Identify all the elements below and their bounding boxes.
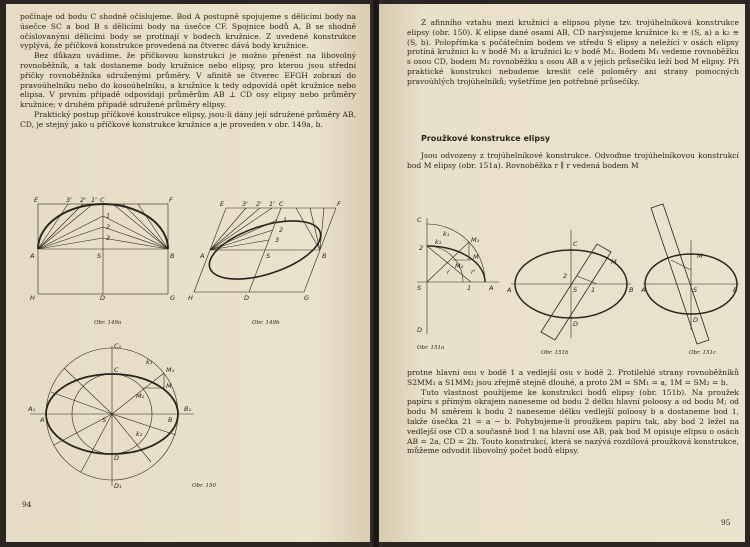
f149a-label-G: G	[170, 294, 176, 301]
right-text-top	[407, 18, 739, 87]
f149b-label-C: C	[279, 200, 284, 208]
right-page	[379, 4, 745, 542]
page-number-right: 95	[721, 518, 731, 527]
caption-149a: Obr. 149a	[94, 320, 122, 326]
f151b-label-C: C	[573, 240, 578, 248]
right-para-3: protne hlavní osu v bodě 1 a vedlejší osu v bodě 2. Protilehlé strany rovnoběžníků S2MM₁ a S1MM₂ jsou zřejmě stejně dlouhé, a proto 2M = SM₁ = a, 1M = SM₂ = b.	[407, 368, 739, 387]
f151a-label-r: r	[447, 268, 450, 276]
figure-149a	[28, 196, 178, 301]
section-heading: Proužkové konstrukce elipsy	[421, 134, 551, 143]
f149a-label-E: E	[34, 196, 39, 204]
f149b-label-2: 2	[279, 226, 284, 234]
f151a-label-M2: M₂	[455, 262, 464, 270]
f150-label-M2: M₂	[136, 392, 145, 400]
caption-151c: Obr. 151c	[689, 350, 717, 356]
f149b-label-2p: 2'	[256, 200, 262, 208]
f151c-label-M: M	[697, 252, 703, 260]
f149a-label-A: A	[30, 252, 35, 260]
f150-label-M: M	[166, 382, 172, 390]
f149a-label-B: B	[170, 252, 175, 260]
f151a-label-k2: k₂	[435, 238, 442, 246]
f151b-label-B: B	[629, 286, 634, 294]
f149a-label-1p: 1'	[91, 196, 97, 204]
left-para-3: Praktický postup příčkové konstrukce elipsy, jsou-li dány její sdružené průměry AB, CD, je stejný jako u příčkové konstrukce kružnice a je proveden v obr. 149a, b.	[20, 109, 356, 129]
right-text-mid	[407, 151, 739, 171]
f149b-label-1: 1	[283, 216, 288, 224]
f150-label-A1: A₁	[28, 405, 36, 413]
f149a-label-H: H	[30, 294, 35, 301]
f149a-label-S: S	[97, 252, 102, 260]
caption-151b: Obr. 151b	[541, 350, 569, 356]
f149b-label-E: E	[220, 200, 225, 208]
f150-label-C1: C₁	[114, 342, 122, 350]
f150-label-B: B	[168, 416, 173, 424]
figure-151a	[413, 214, 501, 339]
caption-150: Obr. 150	[192, 483, 217, 489]
left-text	[20, 12, 356, 130]
f151a-label-A: A	[489, 284, 494, 292]
f149b-label-3p: 3'	[242, 200, 248, 208]
right-para-1: Z afinního vztahu mezi kružnicí a elipsou plyne tzv. trojúhelníková konstrukce elipsy (obr. 150). K elipse dané osami AB, CD narýsujeme kružnice k₁ ≡ (S, a) a k₂ ≡ (S, b). Polopřímka s počátečním bodem ve středu S elipsy a neležící v osách elipsy protíná kružnici k₁ v bodě M₁ a kružnici k₂ v bodě M₂. Bodem M₁ vedeme rovnoběžku s osou CD, bodem M₂ rovnoběžku s osou AB a v jejich průsečíku leží bod M elipsy. Při praktické konstrukci nebudeme kreslit celé poloměry ani strany pomocných pravoúhlých trojúhelníků; vyšetříme jen potřebné průsečíky.	[407, 18, 739, 86]
f149b-label-F: F	[337, 200, 341, 208]
f151c-label-S: S	[693, 286, 698, 294]
right-para-4: Tuto vlastnost použijeme ke konstrukci bodů elipsy (obr. 151b). Na proužek papíru s přímým okrajem naneseme od bodu 2 délku hlavní poloosy a od bodu M; od bodu M směrem k bodu 2 naneseme délku vedlejší poloosy b a dostaneme bod 1, takže úsečka 21 = a − b. Pohybujeme-li proužkem papíru tak, aby bod 2 ležel na vedlejší ose CD a současně bod 1 na hlavní ose AB, pak bod M opisuje elipsu o osách AB = 2a, CD = 2b. Touto konstrukcí, která se nazývá rozdílová proužková konstrukce, můžeme odvodit libovolný počet bodů elipsy.	[407, 387, 739, 456]
f149a-label-2: 2	[106, 223, 111, 231]
f150-label-k1: k₁	[146, 358, 153, 366]
f150-label-k2: k₂	[136, 430, 143, 438]
f151a-label-k1: k₁	[443, 230, 450, 238]
page-number-left: 94	[22, 500, 32, 509]
f151a-label-1: 1	[467, 284, 472, 292]
f151a-label-M1: M₁	[471, 236, 480, 244]
f149a-label-1: 1	[106, 212, 111, 220]
f149b-label-A: A	[200, 252, 205, 260]
figure-150	[26, 340, 201, 490]
left-page	[6, 4, 372, 542]
f150-label-C: C	[114, 366, 119, 374]
f151a-label-2: 2	[419, 244, 424, 252]
f151c-label-B: B	[733, 286, 738, 294]
f151b-label-2: 2	[563, 272, 568, 280]
f151b-label-A: A	[507, 286, 512, 294]
figure-149b	[186, 200, 346, 305]
f149a-label-D: D	[100, 294, 106, 301]
f149b-label-1p: 1'	[269, 200, 275, 208]
f151b-label-M: M	[611, 258, 617, 266]
f151b-label-D: D	[573, 320, 579, 328]
f151a-label-D: D	[417, 326, 423, 334]
f149a-label-2p: 2'	[80, 196, 86, 204]
f151b-label-1: 1	[591, 286, 596, 294]
figure-151b	[507, 224, 637, 344]
f149b-label-S: S	[266, 252, 271, 260]
f151c-label-A: A	[641, 286, 646, 294]
left-para-1: počínaje od bodu C shodně očíslujeme. Bod A postupně spojujeme s dělicími body na úsečce SC a bod B s dělicími body na úsečce CF. Spojnice bodů A, B se shodně očíslovanými dělicími body se protínají v bodech kružnice. Z uvedené konstrukce vyplývá, že příčková konstrukce provedená na čtverec dává body kružnice.	[20, 12, 356, 51]
left-para-2: Bez důkazu uvádíme, že příčkovou konstrukci je možno přenést na libovolný rovnoběžník, a tak dostaneme body kružnice nebo elipsy, pro kterou jsou střední příčky rovnoběžníka sdruženými průměry. V afinitě se čtverec EFGH zobrazí do pravoúhelníku nebo do kosoúhelníku, a kružnice k tedy odpovídá opět kružnice nebo elipsa. V prvním případě odpovídají průměrům AB ⊥ CD osy elipsy nebo průměry kružnice; v druhém případě sdružené průměry elipsy.	[20, 51, 356, 110]
f149a-label-3: 3	[106, 234, 111, 242]
f151b-label-S: S	[573, 286, 578, 294]
f151a-label-C: C	[417, 216, 422, 224]
right-text-bottom	[407, 368, 739, 456]
f149a-label-F: F	[169, 196, 173, 204]
figure-151c	[641, 200, 741, 350]
f151c-label-D: D	[693, 316, 699, 324]
f151a-label-M: M	[473, 253, 479, 261]
f150-label-S: S	[102, 416, 107, 424]
f149a-label-C: C	[100, 196, 105, 204]
f149b-label-H: H	[188, 294, 193, 302]
f150-label-D1: D₁	[114, 482, 122, 490]
f149b-label-B: B	[322, 252, 327, 260]
f149b-label-3: 3	[275, 236, 280, 244]
f151a-label-rprime: r'	[471, 268, 476, 276]
f149a-label-3p: 3'	[66, 196, 72, 204]
right-para-2: Jsou odvozeny z trojúhelníkové konstrukce. Odvoďme trojúhelníkovou konstrukcí bod M elipsy (obr. 151a). Rovnoběžka r ∥ r vedená bodem M	[407, 151, 739, 170]
f149b-label-G: G	[304, 294, 310, 302]
f150-label-D: D	[114, 454, 120, 462]
f151a-label-S: S	[417, 284, 422, 292]
f149b-label-D: D	[244, 294, 250, 302]
caption-151a: Obr. 151a	[417, 345, 445, 351]
caption-149b: Obr. 149b	[252, 320, 280, 326]
f150-label-B1: B₁	[184, 405, 192, 413]
f150-label-M1: M₁	[166, 366, 175, 374]
f150-label-A: A	[40, 416, 45, 424]
